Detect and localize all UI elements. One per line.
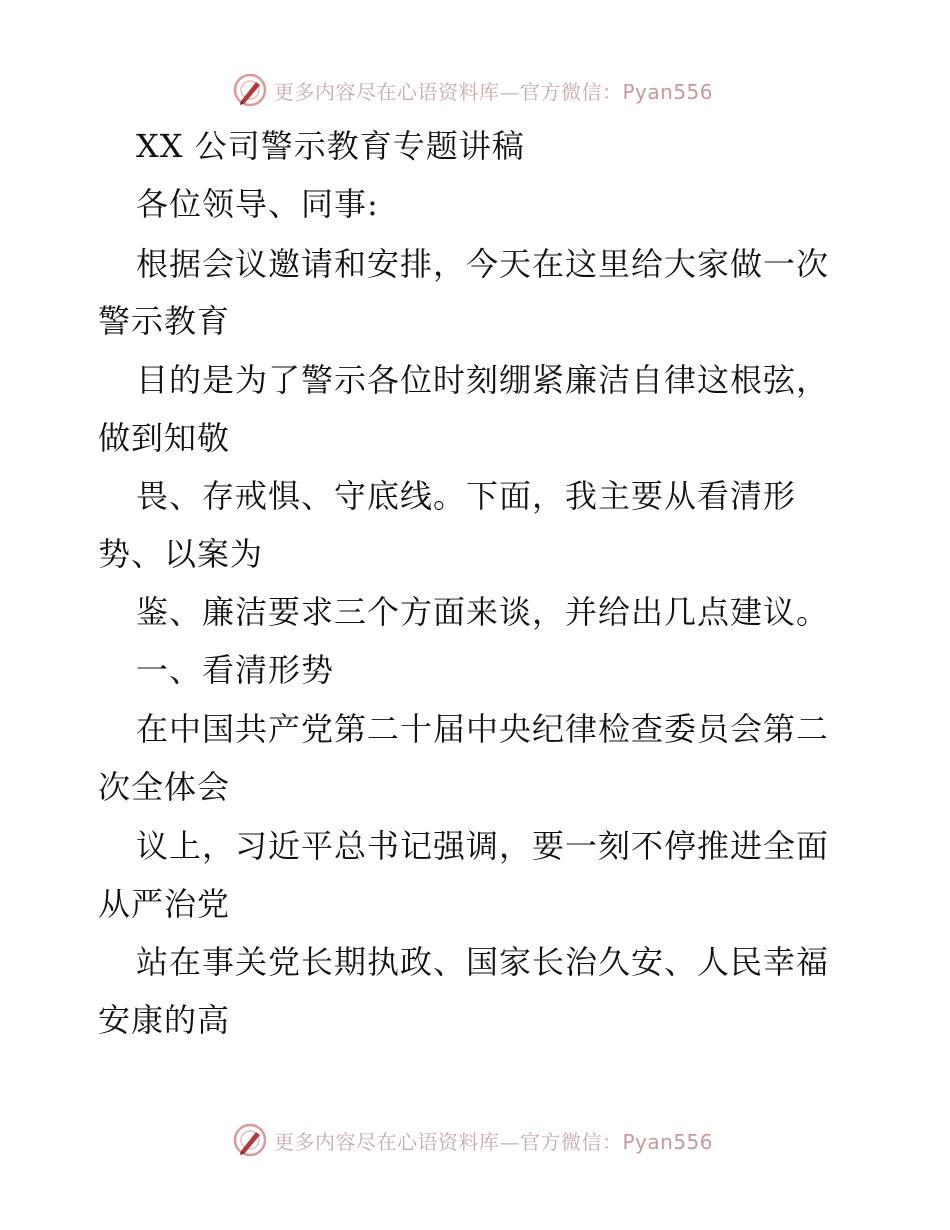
- paragraph-line: 在中国共产党第二十届中央纪律检查委员会第二: [136, 710, 830, 748]
- pen-logo-icon: [232, 1122, 268, 1158]
- salutation: 各位领导、同事:: [136, 185, 379, 223]
- section-heading: 一、看清形势: [136, 651, 335, 689]
- watermark-banner-top: [232, 70, 713, 110]
- paragraph-line: 安康的高: [98, 1001, 231, 1039]
- document-title: XX 公司警示教育专题讲稿: [136, 127, 525, 165]
- paragraph-line: 根据会议邀请和安排，今天在这里给大家做一次: [136, 245, 830, 283]
- watermark-text: 更多内容尽在心语资料库—官方微信：Pyan556: [274, 79, 714, 104]
- paragraph-line: 议上，习近平总书记强调，要一刻不停推进全面: [136, 827, 830, 865]
- paragraph-line: 鉴、廉洁要求三个方面来谈，并给出几点建议。: [136, 593, 830, 631]
- paragraph-line: 做到知敬: [98, 419, 231, 457]
- paragraph-line: 畏、存戒惧、守底线。下面，我主要从看清形: [136, 477, 797, 515]
- paragraph-line: 从严治党: [98, 885, 231, 923]
- watermark-text: 更多内容尽在心语资料库—官方微信：Pyan556: [274, 1129, 714, 1154]
- paragraph-line: 警示教育: [98, 302, 231, 340]
- pen-logo-icon: [232, 72, 268, 108]
- paragraph-line: 站在事关党长期执政、国家长治久安、人民幸福: [136, 943, 830, 981]
- paragraph-line: 目的是为了警示各位时刻绷紧廉洁自律这根弦，: [136, 361, 830, 399]
- paragraph-line: 次全体会: [98, 768, 231, 806]
- paragraph-line: 势、以案为: [98, 535, 264, 573]
- watermark-banner-bottom: [232, 1120, 713, 1160]
